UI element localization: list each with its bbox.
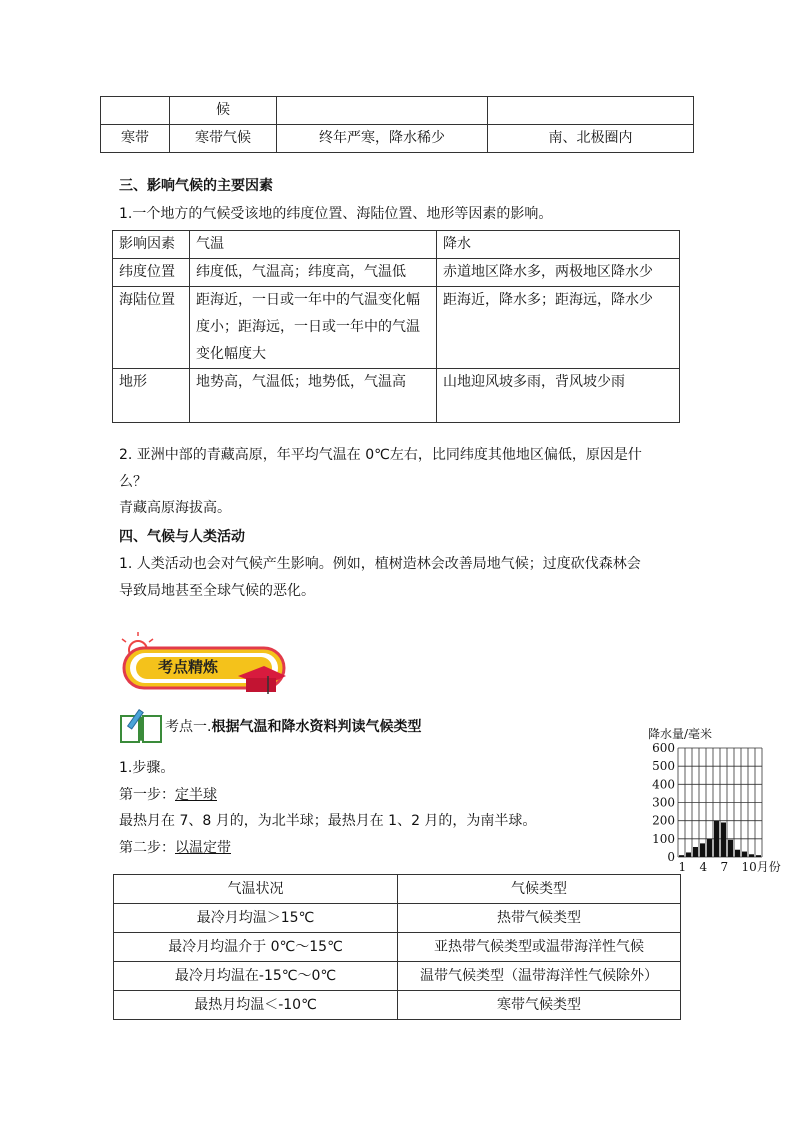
precipitation-chart [644,726,794,876]
table-cell: 山地迎风坡多雨，背风坡少雨 [437,369,680,423]
table-cell [277,97,488,125]
kaodian-prefix: 考点一. [165,719,212,735]
step-intro: 1.步骤。 [119,760,175,776]
table-row [113,287,680,369]
chart-svg [644,726,794,876]
step2-prefix: 第二步： [119,840,175,856]
x-tick-label: 4 [699,860,708,874]
paragraph: 导致局地甚至全球气候的恶化。 [119,583,315,599]
book-icon [119,708,163,744]
table-cell: 地势高，气温低；地势低，气温高 [190,369,437,423]
step1-keyword: 定半球 [175,787,217,803]
bar [749,854,754,857]
table-cell: 地形 [113,369,190,423]
table-cell: 候 [170,97,277,125]
bar [735,850,740,857]
step2-line [119,837,231,859]
bar [686,852,691,857]
bar [756,855,761,857]
banner-label: 考点精炼 [158,658,219,676]
table-header: 气候类型 [398,875,681,904]
section-heading: 三、影响气候的主要因素 [119,178,273,194]
x-tick-label: 10月份 [741,860,781,874]
table-cell: 亚热带气候类型或温带海洋性气候 [398,933,681,962]
table-row [113,231,680,259]
y-tick-label: 0 [667,850,675,864]
table-row [114,875,681,904]
table-cell: 海陆位置 [113,287,190,369]
climate-zone-table [100,96,694,153]
y-tick-label: 500 [652,759,675,774]
y-tick-label: 100 [652,831,675,846]
table-row [113,259,680,287]
step1-prefix: 第一步： [119,787,175,803]
y-axis-label: 降水量/毫米 [648,727,713,741]
y-tick-label: 600 [652,741,675,755]
table-header: 气温 [190,231,437,259]
paragraph: 1. 人类活动也会对气候产生影响。例如，植树造林会改善局地气候；过度砍伐森林会 [119,556,641,572]
kaodian-banner [118,632,288,698]
table-row [101,125,694,153]
table-cell: 最冷月均温＞15℃ [114,904,398,933]
table-row [101,97,694,125]
answer: 青藏高原海拔高。 [119,500,231,516]
table-cell [488,97,694,125]
table-cell: 最冷月均温介于 0℃～15℃ [114,933,398,962]
bar [721,822,726,857]
table-cell: 纬度位置 [113,259,190,287]
table-cell: 距海近，降水多；距海远，降水少 [437,287,680,369]
bar [700,843,705,857]
table-cell: 赤道地区降水多，两极地区降水少 [437,259,680,287]
y-tick-label: 400 [652,777,675,792]
table-row [114,933,681,962]
table-header: 降水 [437,231,680,259]
table-cell: 热带气候类型 [398,904,681,933]
paragraph: 1.一个地方的气候受该地的纬度位置、海陆位置、地形等因素的影响。 [119,206,553,222]
bar [728,840,733,857]
bar [714,821,719,857]
question-line: 2. 亚洲中部的青藏高原，年平均气温在 0℃左右，比同纬度其他地区偏低，原因是什 [119,447,642,463]
x-tick-label: 1 [678,860,687,874]
factors-table [112,230,680,423]
table-cell: 寒带 [101,125,170,153]
question-line: 么？ [119,474,147,490]
table-cell: 寒带气候 [170,125,277,153]
table-row [113,369,680,423]
table-row [114,904,681,933]
table-cell: 最热月均温＜-10℃ [114,991,398,1020]
table-cell: 南、北极圈内 [488,125,694,153]
kaodian-title-line [165,716,421,736]
table-cell: 最冷月均温在-15℃～0℃ [114,962,398,991]
step2-keyword: 以温定带 [175,840,231,856]
table-row [114,991,681,1020]
table-header: 影响因素 [113,231,190,259]
kaodian-title: 根据气温和降水资料判读气候类型 [211,719,422,735]
table-header: 气温状况 [114,875,398,904]
step1-text: 最热月在 7、8 月的，为北半球；最热月在 1、2 月的，为南半球。 [119,813,537,829]
x-tick-label: 7 [720,860,729,874]
bar [679,855,684,857]
bar [693,847,698,857]
table-cell: 终年严寒，降水稀少 [277,125,488,153]
bar [707,839,712,857]
step1-line [119,784,217,806]
temperature-climate-table [113,874,681,1020]
bar [742,852,747,857]
table-cell [101,97,170,125]
table-cell: 距海近，一日或一年中的气温变化幅度小；距海远，一日或一年中的气温变化幅度大 [190,287,437,369]
y-tick-label: 200 [652,813,675,828]
table-cell: 温带气候类型（温带海洋性气候除外） [398,962,681,991]
table-cell: 纬度低，气温高；纬度高，气温低 [190,259,437,287]
table-cell: 寒带气候类型 [398,991,681,1020]
section-heading: 四、气候与人类活动 [119,529,245,545]
y-tick-label: 300 [652,795,675,810]
table-row [114,962,681,991]
